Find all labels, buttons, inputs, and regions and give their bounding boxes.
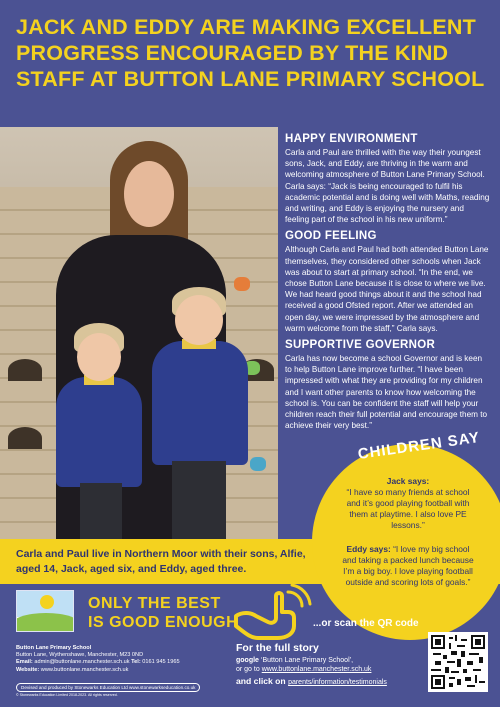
headline: JACK AND EDDY ARE MAKING EXCELLENT PROGRESS ENCOURAGED BY THE KIND STAFF AT BUTTON LANE PRIMARY SCHOOL — [16, 15, 485, 91]
click-line — [236, 676, 426, 686]
school-address: Button Lane, Wythenshawe, Manchester, M23 0ND — [16, 652, 144, 659]
qr-prompt: ...or scan the QR code — [313, 618, 419, 629]
article — [285, 133, 490, 436]
photo-boy-face — [175, 295, 223, 345]
section-heading: GOOD FEELING — [285, 230, 377, 243]
email-label: Email: — [16, 659, 33, 666]
school-name: Button Lane Primary School — [16, 645, 92, 651]
credit-link[interactable]: www.stonewarkseducation.co.uk — [129, 685, 196, 690]
quote-text: “I love my big school and taking a packed lunch because I’m a big boy. I love playing football outside and scoring lots of goals.” — [342, 544, 474, 587]
or-go-to: or go to — [236, 665, 260, 673]
click-on-label: and click on — [236, 676, 286, 687]
photo-woman-face — [124, 161, 174, 227]
qr-code-icon — [431, 635, 485, 689]
photo-wall-hole — [8, 427, 42, 449]
section-heading: SUPPORTIVE GOVERNOR — [285, 339, 436, 352]
logo-hill — [16, 613, 74, 632]
google-query: ‘Button Lane Primary School’, — [260, 657, 354, 664]
quote-speaker: Jack says: — [386, 476, 430, 486]
website-label: Website: — [16, 666, 40, 673]
school-url-link[interactable]: www.buttonlane.manchester.sch.uk — [261, 665, 372, 673]
photo-boy-legs — [80, 483, 122, 539]
pointing-hand-icon — [232, 582, 314, 642]
quote-speaker: Eddy says: — [346, 544, 391, 554]
tel-label: Tel: — [131, 659, 141, 666]
section-body: Carla and Paul are thrilled with the way their youngest sons, Jack, and Eddy, are thriving in the warm and welcoming atmosphere of Button Lane Primary School. Carla says: “Jack is being encouraged to fulfil his academic potential and is doing well with Maths, reading and writing, and Eddy is enjoying the nursery and feeling part of the school in his new uniform.” — [285, 148, 490, 225]
google-word: google — [236, 657, 259, 664]
website-link[interactable]: www.buttonlane.manchester.sch.uk — [40, 666, 129, 673]
contact-line — [16, 659, 206, 666]
full-story-heading: For the full story — [236, 642, 319, 654]
climbing-hold — [234, 277, 250, 291]
school-contact — [16, 645, 206, 674]
children-say-title: CHILDREN SAY — [356, 428, 482, 463]
credit-text: Devised and produced by Stonewarks Education Ltd — [21, 685, 128, 690]
family-photo — [0, 127, 278, 539]
section-heading: HAPPY ENVIRONMENT — [285, 133, 418, 145]
slogan-line-2: IS GOOD ENOUGH — [88, 614, 239, 631]
email-link[interactable]: admin@buttonlane.manchester.sch.uk — [34, 659, 130, 666]
photo-caption: Carla and Paul live in Northern Moor with their sons, Alfie, aged 14, Jack, aged six, and Eddy, aged three. — [16, 548, 306, 575]
photo-boy-right — [152, 341, 248, 465]
producer-credit — [16, 683, 200, 692]
full-story — [236, 642, 426, 686]
photo-wall-hole — [8, 359, 42, 381]
child-quote-jack — [340, 476, 476, 531]
smiley-icon — [40, 595, 54, 609]
section-body: Although Carla and Paul had both attended Button Lane themselves, they considered other schools when Jack was about to start at primary school. “In the end, we chose Button Lane because it is close to where we live. We had heard good things about it and the school had received a good Ofsted report. After we attended an open day, we were impressed by the atmosphere and warm welcome from the staff,” Carla says. — [285, 245, 489, 333]
photo-boy-left — [56, 377, 142, 487]
children-say-circle — [312, 444, 500, 640]
qr-code[interactable] — [428, 632, 488, 692]
school-logo — [16, 590, 74, 632]
quote-text: “I have so many friends at school and it’s good playing football with them at playtime. I also love PE lessons.” — [346, 487, 470, 530]
climbing-hold — [250, 457, 266, 471]
website-line — [16, 667, 206, 674]
child-quote-eddy — [340, 544, 476, 588]
photo-boy-legs — [172, 461, 226, 539]
tel-value: 0161 945 1965 — [142, 659, 180, 666]
testimonials-link[interactable]: parents/information/testimonials — [288, 679, 387, 687]
photo-boy-face — [77, 333, 121, 381]
google-line — [236, 657, 426, 666]
url-line — [236, 666, 426, 675]
slogan — [88, 594, 238, 632]
copyright: © Stonewarks Education Limited 2018-2023. All rights reserved. — [16, 693, 118, 697]
slogan-line-1: ONLY THE BEST — [88, 595, 221, 612]
section-body: Carla has now become a school Governor and is keen to help Button Lane improve further. “I have been impressed with what they are providing for my children and I want other parents to know how welcoming the school is. You can be confident the staff will help your children reach their full potential and encourage them to achieve their very best.” — [285, 354, 488, 431]
